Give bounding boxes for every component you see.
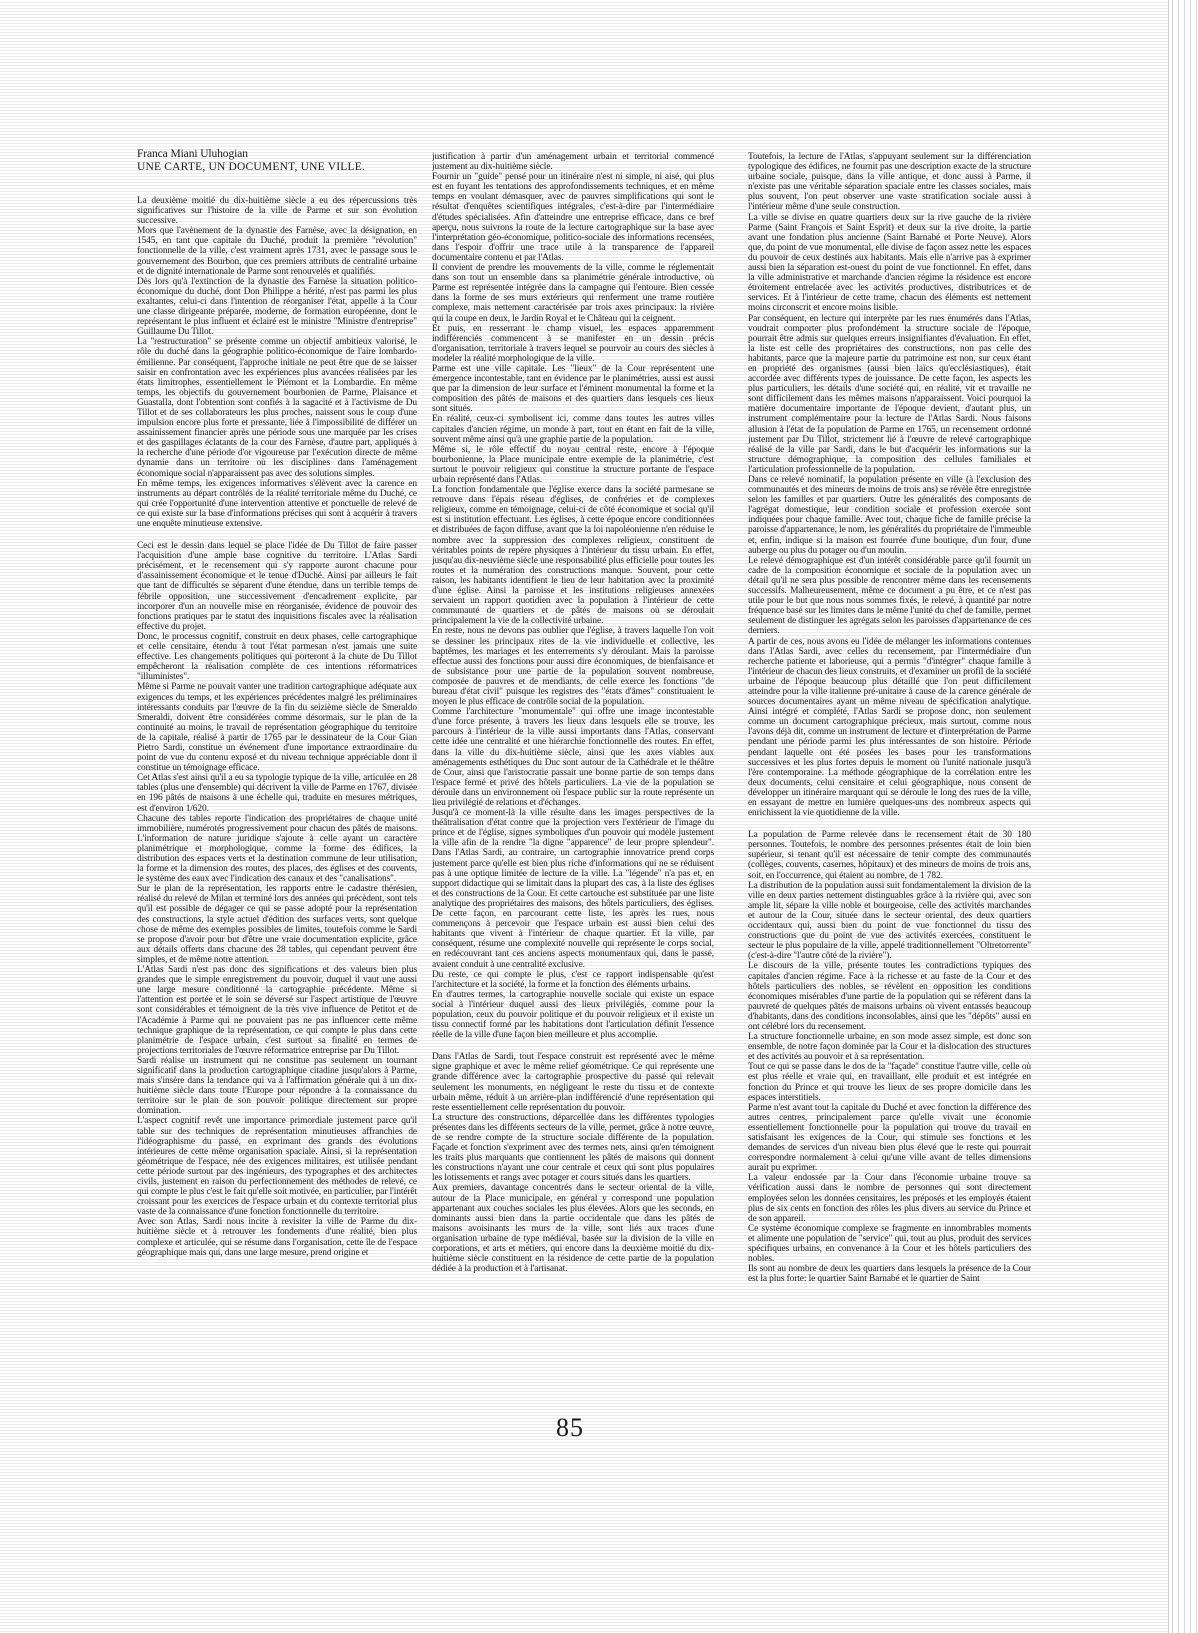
paragraph: Dans ce relevé nominatif, la population présente en ville (à l'exclusion des communautés et des mineurs de moins de trois ans) se révèle être enregistrée selon les familles et par quartiers. Outre les généralités des composants de l'agrégat domestique, leur condition sociale et profession exercée sont indiquées pour chaque famille. Avec tout, chaque fiche de famille précise la paroisse d'appartenance, le nom, les généralités du propriétaire de l'immeuble et, enfin, indique si la maison est fourrée d'une boutique, d'un four, d'une auberge ou plus du potager ou d'un moulin.	[748, 475, 1031, 556]
paragraph: Dans l'Atlas de Sardi, tout l'espace construit est représenté avec le même signe graphique et avec le même relief géométrique. Ce qui représente une grande différence avec la cartographie prospective du passé qui relevait seulement les monuments, en négligeant le reste du tissu et de contexte urbain même, réduit à un arrière-plan indifférencié d'une représentation qui reste essentiellement celle représentation du pouvoir.	[432, 1052, 714, 1113]
paragraph-gap	[432, 1040, 714, 1052]
paragraph: Parme n'est avant tout la capitale du Duché et avec fonction la différence des autres centres, principalement parce qu'elle vivait une économie essentiellement fonctionnelle pour la population qui trouve du travail en satisfaisant les exigences de la Cour, qui stimule ses fonctions et les demandes de services d'un niveau bien plus élevé que le reste qui pourrait correspondre normalement à celui qu'une ville avant de telles dimensions aurait pu exprimer.	[748, 1102, 1031, 1174]
paragraph: Chacune des tables reporte l'indication des propriétaires de chaque unité immobilière, numérotés progressivement pour chacun des pâtés de maisons. L'information de nature juridique s'ajoute à celle ayant un caractère planimétrique et morphologique, comme la forme des édifices, la distribution des espaces verts et la destination commune de leur utilisation, la forme et la dimension des routes, des places, des églises et des couvents, le système des eaux avec l'indication des canaux et des "canalisations".	[137, 813, 417, 885]
page-edge-stack	[1168, 0, 1198, 1633]
paragraph: En reste, nous ne devons pas oublier que l'église, à travers laquelle l'on voit se dessiner les principaux rites de la vie individuelle et collective, les baptêmes, les mariages et les enterrements s'y déroulant. Mais la paroisse effectue aussi des fonctions pour aussi dire économiques, de bienfaisance et de subsistance pour une partie de la population souvent nombreuse, composée de pauvres et de mendiants, de celle exerce les fonctions "de bureau d'état civil" puisque les registres des "états d'âmes" constituaient le moyen le plus efficace de contrôle social de la population.	[432, 626, 714, 708]
paragraph: L'Atlas Sardi n'est pas donc des significations et des valeurs bien plus grandes que le simple enregistrement du pouvoir, duquel il vaut une aussi une large mesure conditionné la cartographie précédente. Même si l'attention est portée et le soin se déversé sur l'aspect artistique de l'œuvre sont considérables et témoignent de la très vive influence de Petitot et de l'Académie à Parme qui ne pouvaient pas ne pas influencer cette même technique graphique de la représentation, ce qui compte le plus dans cette planimétrie de l'espace urbain, c'est surtout sa finalité en termes de projections territoriales de l'œuvre réformatrice entreprise par Du Tillot.	[137, 965, 417, 1056]
paragraph: Ce système économique complexe se fragmente en innombrables moments et alimente une population de "service" qui, tout au plus, produit des services spécifiques urbains, en convenance à la Cour et les hôtels particuliers des nobles.	[748, 1223, 1031, 1265]
text-column-middle	[432, 152, 714, 1392]
paragraph: A partir de ces, nous avons eu l'idée de mélanger les informations contenues dans l'Atlas Sardi, avec celles du recensement, par l'intermédiaire d'un recherche patiente et laborieuse, qui a permis "d'intégrer" chaque famille à l'intérieur de chacun des lieux construits, et d'examiner un profil de la société urbaine de l'époque beaucoup plus détaillé que l'on peut difficilement atteindre pour la ville italienne pré-unitaire à cause de la carence générale de sources documentaires ayant un même niveau de spécification analytique. Ainsi intégré et complété, l'Atlas Sardi se propose donc, non seulement comme un document cartographique précieux, mais surtout, comme nous l'avons déjà dit, comme un instrument de lecture et d'interprétation de Parme pendant une période parmi les plus intéressantes de son histoire. Période pendant laquelle ont été posées les bases pour les transformations successives et les plus fortes depuis le moment où l'unité nationale jusqu'à l'ère contemporaine. La méthode géographique de la corrélation entre les deux documents, celui censitaire et celui géographique, nous consent de développer un itinéraire marquant qui se déroule le long des rues de la ville, en essayant de mettre en lumière quelques-uns des nombreux aspects qui enrichissent la vie quotidienne de la ville.	[748, 636, 1031, 819]
paragraph: La population de Parme relevée dans le recensement était de 30 180 personnes. Toutefois, le nombre des personnes présentes était de loin bien supérieur, si tenant qu'il est nécessaire de tenir compte des communautés (collèges, couvents, casernes, hôpitaux) et des mineurs de moins de trois ans, soit, en l'occurrence, qui étaient au nombre, de 1 782.	[748, 830, 1031, 881]
paragraph: La "restructuration" se présente comme un objectif ambitieux valorisé, le rôle du duché dans la géographie politico-économique de l'aire lombardo-émilienne. Par conséquent, l'approche initiale ne peut être que de se laisser saisir en confrontation avec les expériences plus avancées réalisées par les états limitrophes, essentiellement le Piémont et la Lombardie. En même temps, les objectifs du gouvernement bourbonien de Parme, Plaisance et Guastalla, dont l'obtention sont confiés à la sagacité et à l'activisme de Du Tillot et de ses collaborateurs les plus proches, naissent sous le coup d'une impulsion encore plus forte et pressante, liée à l'impossibilité de différer un assainissement financier après une période sous une marquée par les crises et des gaspillages éclatants de la cour des Farnèse, d'autre part, appliqués à la recherche d'une période d'or vigoureuse par l'exécution directe de même dynamie dans un territoire où les disciplines dans l'aménagement économique social n'apparaissent pas avec des solutions simples.	[137, 337, 417, 479]
text-column-left	[137, 148, 417, 1388]
paragraph: Comme l'architecture "monumentale" qui offre une image incontestable d'une force présente, à travers les lieux dans lesquels elle se trouve, les parcours à l'intérieur de la ville aussi importants dans l'Atlas, conservant cette idée une centralité et une hiérarchie fonctionnelle des routes. En effet, dans la ville du dix-huitième siècle, ainsi que les axes viables aux aménagements esthétiques du Duc sont autour de la Cathédrale et le théâtre de Cour, ainsi que l'aristocratie passait une bonne partie de son temps dans l'espace fermé et privé des hôtels particuliers. La vie de la population se déroule dans un environnement où l'espace public sur la route représente un lieu privilégié de relations et d'échanges.	[432, 707, 714, 808]
article-title: UNE CARTE, UN DOCUMENT, UNE VILLE.	[137, 161, 365, 173]
paragraph: Ceci est le dessin dans lequel se place l'idée de Du Tillot de faire passer l'acquisition d'une ample base cognitive du territoire. L'Atlas Sardi précisément, et le recensement qui s'y rapporte auront chacune pour d'assainissement économique et le tenue d'Duché. Ainsi par ailleurs le fait que tant de difficultés se séparent d'une étendue, dans un terrible temps de fébrile opposition, une successivement d'encadrement explicite, par incorporer d'un an nouvelle mise en réorganisée, évidence de pouvoir des fonctions pratiques par le statut des inquisitions fiscales avec la réalisation effective du projet.	[137, 541, 417, 632]
paragraph: La structure des constructions, déparcellée dans les différentes typologies présentes dans les différents secteurs de la ville, permet, grâce à notre œuvre, de se rendre compte de la structure sociale différente de la population. Façade et fonction s'expriment avec des termes nets, ainsi qu'en témoignent les traits plus marquants que contiennent les pâtés de maisons qui donnent les constructions n'ayant une cour centrale et ceux qui sont plus populaires les lotissements et rangs avec potager et cours situés dans les quartiers.	[432, 1112, 714, 1184]
paragraph: Aux premiers, davantage concentrés dans le secteur oriental de la ville, autour de la Place municipale, en général y correspond une population appartenant aux couches sociales les plus élevées. Alors que les seconds, en dominants aussi bien dans la partie occidentale que dans les pâtés de maisons avoisinants les murs de la ville, sont liés aux traces d'une organisation urbaine de type médiéval, basée sur la division de la ville en corporations, et arts et métiers, qui encore dans la deuxième moitié du dix-huitième siècle constituent en la résidence de cette partie de la population dédiée à la production et à l'artisanat.	[432, 1183, 714, 1275]
text-column-right	[748, 152, 1031, 1402]
paragraph: En réalité, ceux-ci symbolisent ici, comme dans toutes les autres villes capitales d'ancien régime, un monde à part, tout en étant en fait de la ville, souvent même ainsi qu'à une graphie partie de la population.	[432, 414, 714, 445]
paragraph: Par conséquent, en lecture qui interprète par les rues énumérés dans l'Atlas, voudrait comporter plus profondément la structure sociale de l'époque, pourrait être admis sur quelques erreurs insignifiantes d'évaluation. En effet, la liste est celle des propriétaires des constructions, non pas celle des habitants, parce que la majeure partie du patrimoine est non, sur ceux étant en propriété des organismes (aussi bien laïcs qu'ecclésiastiques), était accordée avec différents types de jouissance. De cette façon, les aspects les plus particuliers, les détails d'une société qui, en réalité, vit et travaille ne sont difficilement dans les mêmes maisons n'apparaissent. Voici pourquoi la matière documentaire importante de l'époque devient, d'autant plus, un instrument complémentaire pour la lecture de l'Atlas Sardi. Nous faisons allusion à l'état de la population de Parme en 1765, un recensement ordonné justement par Du Tillot, strictement lié à l'œuvre de relevé cartographique réalisé de la ville par Sardi, dans le but d'acquérir les informations sur la structure démographique, la composition des cellules familiales et l'articulation professionnelle de la population.	[748, 313, 1031, 475]
paragraph-gap	[748, 818, 1031, 830]
paragraph: Sardi réalise un instrument qui ne constitue pas seulement un tournant significatif dans la production cartographique citadine jusqu'alors à Parme, mais s'insère dans la tendance qui va à l'affirmation générale qui à un dix-huitième siècle dans toute l'Europe pour répondre à la connaissance du territoire sur le plan de son pouvoir politique directement sur propre domination.	[137, 1055, 417, 1117]
paragraph: La deuxième moitié du dix-huitième siècle a eu des répercussions très significatives sur l'histoire de la ville de Parme et sur son évolution successive.	[137, 196, 417, 227]
paragraph: La fonction fondamentale que l'église exerce dans la société parmesane se retrouve dans l'épais réseau d'églises, de confréries et de complexes religieux, comme en témoignage, celui-ci de côté économique et social qu'il est si institution effectuant. Les églises, à cette époque encore conditionnées et distribuées de façon diffuse, avant que la loi napoléonienne n'en réduise le nombre avec la suppression des complexes religieux, constituent de véritables points de repère physiques à l'intérieur du tissu urbain. En effet, jusqu'au dix-neuvième siècle une responsabilité plus efficielle pour toutes les routes et la numération des constructions manque. Souvent, pour cette raison, les habitants identifient le lieu de leur habitation avec la proximité d'une église. Ainsi la paroisse et les institutions religieuses annexées servaient un rapport quotidien avec la population à l'intérieur de cette communauté de quartiers et de pâtés de maisons où se déroulait principalement la vie de la collectivité urbaine.	[432, 485, 714, 627]
paragraph: La structure fonctionnelle urbaine, en son mode assez simple, est donc son ensemble, de notre façon dominée par la Cour et la dislocation des structures et des activités au pouvoir et à sa représentation.	[748, 1032, 1031, 1063]
paragraph: En même temps, les exigences informatives s'élèvent avec la carence en instruments au départ contrôlés de la réalité territoriale même du Duché, ce qui crée l'opportunité d'une intervention attentive et ponctuelle de relevé de ce qui existe sur la base d'informations précises qui sont à acquérir à travers une enquête minutieuse extensive.	[137, 478, 417, 529]
paragraph: En d'autres termes, la cartographie nouvelle sociale qui existe un espace social à l'intérieur duquel aussi des lieux privilégiés, comme pour la population, ceux du pouvoir politique et du pouvoir religieux et il existe un tissu connectif formé par les habitations dont l'articulation définit l'essence réelle de la ville d'une façon bien meilleure et plus accomplie.	[432, 989, 714, 1041]
paragraph: Mors que l'avènement de la dynastie des Farnèse, avec la désignation, en 1545, en tant que capitale du Duché, produit la première "révolution" fonctionnelle de la ville, c'est vraiment après 1731, avec le passage sous le gouvernement des Bourbon, que ces premiers attributs de centralité urbaine et de dignité internationale de Parme sont renouvelés et qualifiés.	[137, 226, 417, 277]
paragraph: L'aspect cognitif revêt une importance primordiale justement parce qu'il table sur des techniques de représentation minutieuses affranchies de l'idéographisme du passé, en exprimant des grands des évolutions intérieures de cette même organisation spaciale. Ainsi, si la représentation géométrique de l'espace, née des exigences militaires, est utilisée pendant cette période surtout par des ingénieurs, des typographes et des architectes civils, justement en raison du perfectionnement des méthodes de relevé, ce qui compte le plus c'est le fait qu'elle soit motivée, en particulier, par l'intérêt croissant pour les exercices de l'espace urbain et du contexte territorial plus vaste de la connaissance d'une fonction fonctionnelle du territoire.	[137, 1116, 417, 1218]
page-number: 85	[556, 1413, 584, 1442]
paragraph: Même si Parme ne pouvait vanter une tradition cartographique adéquate aux exigences du temps, et les expériences précédentes malgré les préliminaires intéressants conduits par l'œuvre de la fin du seizième siècle de Smeraldo Smeraldi, doivent être considérées comme désormais, sur le plan de la continuité au moins, le travail de représentation géographique du territoire de la capitale, réalisé à partir de 1765 par le dessinateur de la Cour Gian Pietro Sardi, constitue un événement d'une importance extraordinaire du point de vue du contenu exposé et du niveau technique appréciable dont il constitue un témoignage efficace.	[137, 682, 417, 774]
paragraph: Cet Atlas s'est ainsi qu'il a eu sa typologie typique de la ville, articulée en 28 tables (plus une d'ensemble) qui décrivent la ville de Parme en 1767, divisée en 196 pâtés de maisons à une échelle qui, traduite en mesures métriques, est d'environ 1/620.	[137, 773, 417, 814]
paragraph: La ville se divise en quatre quartiers deux sur la rive gauche de la rivière Parme (Saint François et Saint Esprit) et deux sur la rive droite, la partie avant une fondation plus ancienne (Saint Barnabé et Porte Neuve). Alors que, du point de vue monumental, elle divise de façon assez nette les espaces du pouvoir de ceux destinés aux habitants. Mais elle n'arrive pas à exprimer aussi bien la séparation est-ouest du point de vue fonctionnel. En effet, dans la ville administrative et marchande d'ancien régime la résidence est encore étroitement entrelacée avec les activités productives, distributrices et de services. Et à l'intérieur de cette trame, chacun des éléments est nettement moins circonscrit et encore moins lisible.	[748, 212, 1031, 314]
paragraph: Jusqu'à ce moment-là la ville résulte dans les images perspectives de la théâtralisation d'état contre que la projection vers l'extérieur de l'image du prince et de l'église, signes symboliques d'un pouvoir qui modèle justement la ville afin de la rendre "la digne "apparence" de leur propre splendeur". Dans l'Atlas Sardi, au contraire, un cartographie innovatrice prend corps justement parce qu'elle est bien plus riche d'informations qui ne se réduisent pas à une optique limitée de lecture de la ville. La "légende" n'a pas et, en support didactique qui se limitait dans la plupart des cas, à la liste des églises et des constructions de la Cour. Et cette cartouche est substituée par une liste analytique des propriétaires des maisons, des hôtels particuliers, des églises. De cette façon, en parcourant cette liste, les après les rues, nous commençons à percevoir que l'espace urbain est aussi bien celui des habitants que vivent à l'intérieur de chaque quartier. Et la ville, par conséquent, résume une complexité nouvelle qui représente le corps social, en redécouvrant tant ces anciens aspects monumentaux qui, dans le passé, avaient conduit à une centralité exclusive.	[432, 808, 714, 970]
paragraph: Sur le plan de la représentation, les rapports entre le cadastre thérésien, réalisé du relevé de Milan et terminé lors des années qui précèdent, sont tels qu'il est possible de dégager ce qui se passe adopté pour la représentation des constructions, la style actuel d'édition des surfaces verts, sont quelque chose de même des exemples possibles de limites, toutefois comme le Sardi se propose d'avoir pour but d'être une vraie documentation explicite, grâce aux détails offerts dans chacune des 28 tables, qui cependant peuvent être simples, et de même notre attention.	[137, 884, 417, 965]
article-author: Franca Miani Uluhogian	[137, 148, 248, 160]
paragraph: Toutefois, la lecture de l'Atlas, s'appuyant seulement sur la différenciation typologique des édifices, ne fournit pas une description exacte de la structure urbaine sociale, puisque, dans la ville antique, et donc aussi à Parme, il n'existe pas une véritable séparation spaciale entre les classes sociales, mais plus souvent, l'on peut observer une vaste stratification sociale aussi à l'intérieur même d'une seule construction.	[748, 152, 1031, 213]
paragraph: Le discours de la ville, présente toutes les contradictions typiques des capitales d'ancien régime. Face à la richesse et au faste de la Cour et des hôtels particuliers des nobles, se révèlent en opposition les conditions économiques misérables d'une partie de la population qui se réfèrent dans la pauvreté de quelques pâtés de maisons urbains où vivent entassés beaucoup d'habitants, dans des conditions inconsolables, ainsi que les "dépôts" aussi en ont célébré lors du recensement.	[748, 961, 1031, 1032]
paragraph: Fournir un "guide" pensé pour un itinéraire n'est ni simple, ni aisé, qui plus est en fuyant les tentations des approfondissements techniques, et en même temps en voulant démasquer, avec de pauvres simplifications qui sont le résultat d'enquêtes scientifiques intégrales, c'est-à-dire par l'intermédiaire d'études spécialisées. Afin d'atteindre une entreprise efficace, dans ce bref aperçu, nous suivrons la route de la lecture cartographique sur la base avec l'interprétation géo-économique, politico-sociale des informations recensées, dans l'espoir d'offrir une trace utile à la transparence de l'appareil documentaire contenu et par l'Atlas.	[432, 172, 714, 263]
paragraph: Il convient de prendre les mouvements de la ville, comme le réglementait dans son tout un ensemble dans sa planimétrie générale introductive, où Parme est représentée intégrée dans la campagne qui l'entoure. Bien cessée dans la forme de ses murs extérieurs qui renferment une trame routière complexe, mais nettement caractérisée par trois axes principaux: la rivière qui la coupe en deux, le Jardin Royal et le Château qui la ceignent.	[432, 263, 714, 324]
paragraph: La valeur endossée par la Cour dans l'économie urbaine trouve sa vérification aussi dans le nombre de personnes qui sont directement employées selon les données censitaires, les préposés et les employés étaient plus de six cents en fonction des rôles les plus divers au service du Prince et de son appareil.	[748, 1173, 1031, 1224]
paragraph: La distribution de la population aussi suit fondamentalement la division de la ville en deux parties nettement distinguables grâce à la rivière qui, avec son ample lit, sépare la ville noble et bourgeoise, celle des activités marchandes et autour de la Cour, située dans le secteur oriental, des deux quartiers occidentaux qui, aussi bien du point de vue fonctionnel du tissu des constructions que du point de vue des activités exercées, constituent le secteur le plus populaire de la ville, appelé traditionnellement "Oltretorrente" (c'est-à-dire "l'autre côté de la rivière").	[748, 880, 1031, 962]
paragraph: Du reste, ce qui compte le plus, c'est ce rapport indispensable qu'est l'architecture et la société, la forme et la fonction des éléments urbains.	[432, 969, 714, 990]
paragraph: Donc, le processus cognitif, construit en deux phases, celle cartographique et celle censitaire, étendu à tout l'état parmesan n'est jamais une suite effective. Les changements politiques qui porteront à la chute de Du Tillot empêcheront la réalisation complète de ces intentions réformatrices "illuministes".	[137, 631, 417, 683]
paragraph-gap	[137, 529, 417, 541]
paragraph: Ils sont au nombre de deux les quartiers dans lesquels la présence de la Cour est la plus forte: le quartier Saint Barnabé et le quartier de Saint	[748, 1264, 1031, 1285]
paragraph: Et puis, en resserrant le champ visuel, les espaces apparemment indifférenciés commencent à se manifester en un dessin précis d'organisation, territoriale à travers lequel se pourvoir au cours des siècles à modeler la réalité morphologique de la ville.	[432, 323, 714, 364]
paragraph: Dès lors qu'à l'extinction de la dynastie des Farnèse la situation politico-économique du duché, dont Don Philippe a hérité, n'est pas parmi les plus exaltantes, celui-ci dans l'intention de réorganiser l'état, appelle à la Cour une classe dirigeante préparée, moderne, de formation européenne, dont le représentant le plus influent et éclairé est le ministre "Ministre d'entreprise" Guillaume Du Tillot.	[137, 276, 417, 338]
paragraph: Tout ce qui se passe dans le dos de la "façade" constitue l'autre ville, celle où est plus réelle et vraie qui, en travaillant, elle produit et est intégrée en fonction du Prince et qui trouve les lieux de ses propre domicile dans les espaces interstitiels.	[748, 1062, 1031, 1103]
paragraph: Parme est une ville capitale. Les "lieux" de la Cour représentent une émergence incontestable, tant en évidence par le planimétries, aussi est aussi que par la dimension de leur surface et l'éminent monumental la forme et la composition des pâtés de maisons et des quartiers dans lesquels ces lieux sont situés.	[432, 363, 714, 415]
paragraph: Avec son Atlas, Sardi nous incite à revisiter la ville de Parme du dix-huitième siècle et à retrouver les fondements d'une réalité, bien plus complexe et articulée, qui se résume dans l'organisation, cette île de l'espace géographique mais qui, dans une large mesure, prend origine et	[137, 1217, 417, 1258]
paragraph: justification à partir d'un aménagement urbain et territorial commencé justement au dix-huitième siècle.	[432, 152, 714, 173]
paragraph: Le relevé démographique est d'un intérêt considérable parce qu'il fournit un cadre de la composition économique et sociale de la population avec un détail qu'il ne sera plus possible de rencontrer même dans les recensements successifs. Malheureusement, même ce document a pu être, et ce n'est pas utile pour le but que nous nous sommes fixés, le relevé, à quantité par notre fréquence basé sur les limites dans le même l'unité du chef de famille, permet seulement de distinguer les agrégats selon les paroisses d'appartenance de ces derniers.	[748, 555, 1031, 637]
paragraph: Même si, le rôle effectif du noyau central reste, encore à l'époque bourbonienne, la Place municipale entre exemple de la planimétrie, c'est surtout le pouvoir religieux qui constitue la structure portante de l'espace urbain représenté dans l'Atlas.	[432, 444, 714, 485]
